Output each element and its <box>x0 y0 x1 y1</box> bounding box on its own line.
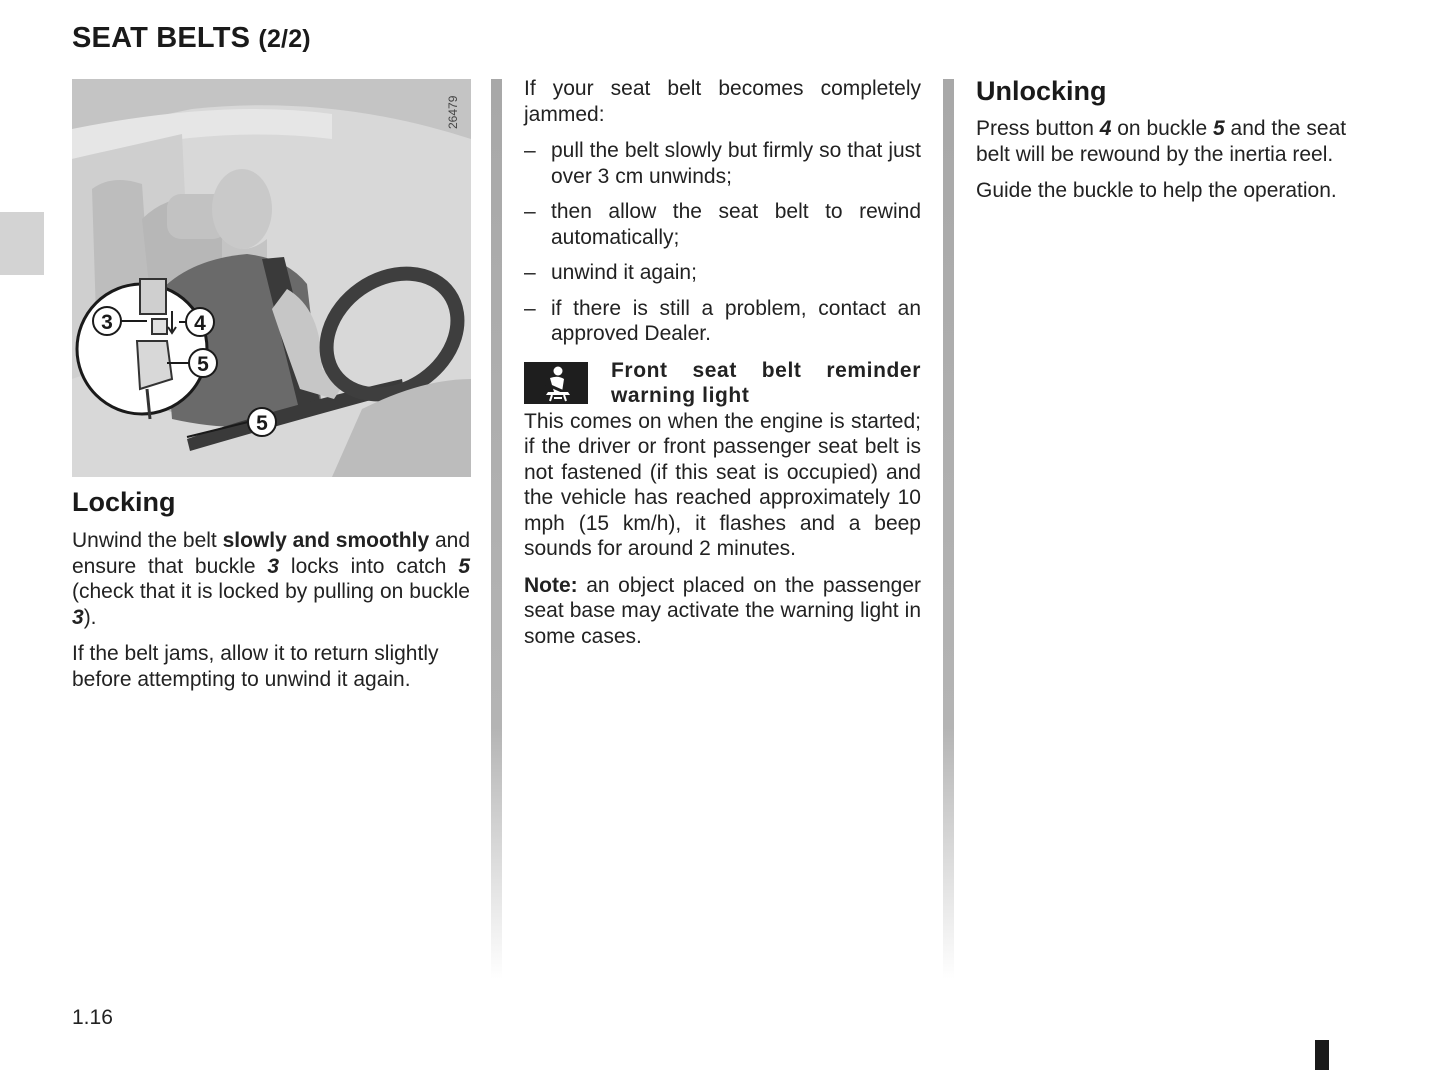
emphasis-text: slowly and smoothly <box>222 529 430 552</box>
page-title <box>72 22 311 55</box>
column-divider-1 <box>491 79 502 979</box>
unlocking-paragraph-2: Guide the buckle to help the operation. <box>976 179 1337 202</box>
note-text: an object placed on the passenger seat base may activate the warning light in some cases. <box>524 573 921 648</box>
ref-buckle-3: 3 <box>267 554 280 578</box>
callout-5-catch: 5 <box>256 412 268 435</box>
seat-belt-illustration <box>72 79 471 477</box>
ref-buckle-5: 5 <box>1213 117 1225 140</box>
dash-marker: – <box>524 261 536 284</box>
list-item-text: then allow the seat belt to rewind automatically; <box>551 200 921 249</box>
ref-button-4: 4 <box>1099 117 1112 140</box>
page-title-text: SEAT BELTS <box>72 22 251 54</box>
callout-3: 3 <box>101 311 113 334</box>
locking-paragraph-2: If the belt jams, allow it to return slightly before attempting to unwind it again. <box>72 642 439 691</box>
jammed-intro: If your seat belt becomes completely jammed: <box>524 77 921 126</box>
jammed-steps <box>524 138 921 347</box>
text-run: Press button <box>976 117 1100 140</box>
column-divider-2 <box>943 79 954 979</box>
page-title-part: (2/2) <box>258 25 311 53</box>
unlocking-paragraph-1 <box>976 116 1376 167</box>
page-number: 1.16 <box>72 1006 113 1029</box>
list-item-text: unwind it again; <box>551 261 697 284</box>
reminder-body: This comes on when the engine is started; if the driver or front passenger seat belt is not fastened (if this seat is occupied) and the vehicle has reached approximately 10 mph (15 km/h), it flashes and a beep sounds for around 2 minutes. <box>524 409 921 560</box>
text-run: and the seat belt will be rewound by the inertia reel. <box>976 117 1347 166</box>
list-item <box>524 199 921 250</box>
callout-5-detail: 5 <box>197 353 209 376</box>
dash-marker: – <box>524 296 536 320</box>
list-item <box>524 296 921 347</box>
note-label: Note: <box>524 573 578 597</box>
figure-ref-number: 26479 <box>446 95 460 129</box>
text-run: Unwind the belt <box>72 529 223 552</box>
text-run: ). <box>83 605 97 629</box>
callout-4: 4 <box>194 312 206 335</box>
locking-paragraph-1 <box>72 528 470 630</box>
dash-marker: – <box>524 200 536 223</box>
reminder-heading: Front seat belt reminder warning light <box>611 358 921 407</box>
unlocking-heading: Unlocking <box>976 76 1107 106</box>
list-item-text: if there is still a problem, contact an approved Dealer. <box>551 296 921 345</box>
list-item <box>524 260 921 286</box>
text-run: locks into catch <box>279 554 459 578</box>
column-jammed <box>524 76 921 660</box>
reminder-block <box>524 358 921 409</box>
list-item-text: pull the belt slowly but firmly so that just over 3 cm unwinds; <box>551 139 921 188</box>
reminder-note <box>524 573 921 650</box>
page-corner-mark <box>1315 1040 1329 1070</box>
locking-heading: Locking <box>72 487 176 517</box>
chapter-tab <box>0 212 44 275</box>
text-run: and ensure that buckle <box>72 529 471 578</box>
text-run: on buckle <box>1111 117 1213 140</box>
dash-marker: – <box>524 139 536 162</box>
ref-buckle-3: 3 <box>72 605 84 629</box>
column-unlocking <box>976 75 1376 215</box>
ref-catch-5: 5 <box>458 554 470 578</box>
list-item <box>524 138 921 189</box>
column-locking <box>72 75 470 703</box>
text-run: (check that it is locked by pulling on buckle <box>72 580 470 603</box>
seat-belt-warning-icon <box>524 362 588 404</box>
